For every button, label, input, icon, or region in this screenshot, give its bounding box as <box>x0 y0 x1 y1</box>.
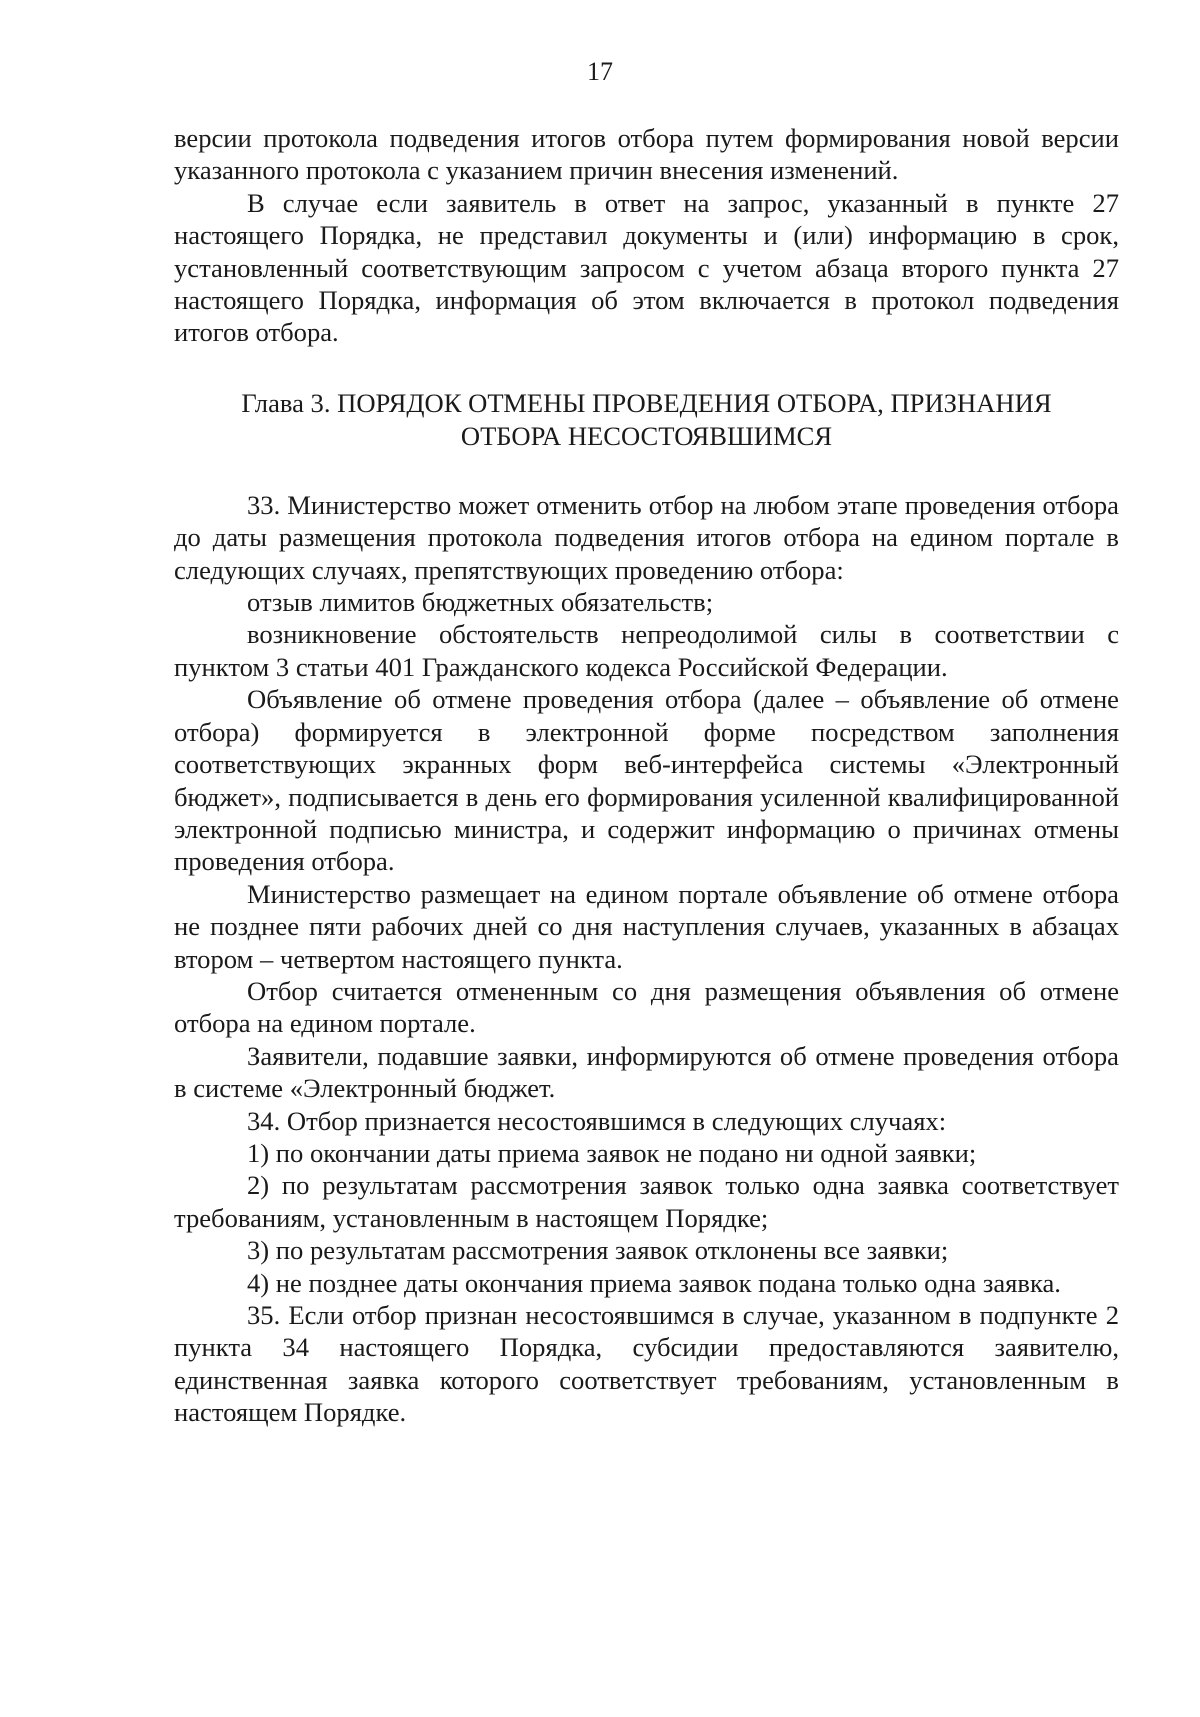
list-item: 1) по окончании даты приема заявок не подано ни одной заявки; <box>247 1137 977 1168</box>
list-item: 3) по результатам рассмотрения заявок отклонены все заявки; <box>247 1235 949 1266</box>
chapter-title-line-1: Глава 3. ПОРЯДОК ОТМЕНЫ ПРОВЕДЕНИЯ ОТБОРА, ПРИЗНАНИЯ <box>241 387 1052 418</box>
document-body <box>174 122 1119 1429</box>
chapter-title <box>174 387 1119 453</box>
page-number: 17 <box>587 57 613 86</box>
paragraph: отзыв лимитов бюджетных обязательств; <box>247 587 714 618</box>
list-item: 4) не позднее даты окончания приема заявок подана только одна заявка. <box>247 1267 1061 1298</box>
paragraph-item-33: 33. Министерство может отменить отбор на любом этапе проведения отбора до даты размещения протокола подведения итогов отбора на едином портале в следующих случаях, препятствующих проведению отбора: <box>174 489 1119 585</box>
paragraph: В случае если заявитель в ответ на запрос, указанный в пункте 27 настоящего Порядка, не представил документы и (или) информацию в срок, установленный соответствующим запросом с учетом абзаца второго пункта 27 настоящего Порядка, информация об этом включается в протокол подведения итогов отбора. <box>174 187 1119 348</box>
paragraph: Заявители, подавшие заявки, информируются об отмене проведения отбора в системе «Электронный бюджет. <box>174 1040 1119 1104</box>
paragraph-item-34: 34. Отбор признается несостоявшимся в следующих случаях: <box>247 1105 947 1136</box>
paragraph: версии протокола подведения итогов отбора путем формирования новой версии указанного протокола с указанием причин внесения изменений. <box>174 123 1119 186</box>
paragraph: Объявление об отмене проведения отбора (далее – объявление об отмене отбора) формируется в электронной форме посредством заполнения соответствующих экранных форм веб-интерфейса системы «Электронный бюджет», подписывается в день его формирования усиленной квалифицированной электронной подписью министра, и содержит информацию о причинах отмены проведения отбора. <box>174 684 1119 877</box>
list-item: 2) по результатам рассмотрения заявок только одна заявка соответствует требованиям, установленным в настоящем Порядке; <box>174 1170 1119 1233</box>
chapter-title-line-2: ОТБОРА НЕСОСТОЯВШИМСЯ <box>460 420 833 451</box>
paragraph: возникновение обстоятельств непреодолимой силы в соответствии с пунктом 3 статьи 401 Гражданского кодекса Российской Федерации. <box>174 619 1119 682</box>
paragraph: Министерство размещает на едином портале объявление об отмене отбора не позднее пяти рабочих дней со дня наступления случаев, указанных в абзацах втором – четвертом настоящего пункта. <box>174 878 1119 974</box>
paragraph-item-35: 35. Если отбор признан несостоявшимся в случае, указанном в подпункте 2 пункта 34 настоящего Порядка, субсидии предоставляются заявителю, единственная заявка которого соответствует требованиям, установленным в настоящем Порядке. <box>174 1300 1119 1428</box>
paragraph: Отбор считается отмененным со дня размещения объявления об отмене отбора на едином портале. <box>174 975 1119 1039</box>
